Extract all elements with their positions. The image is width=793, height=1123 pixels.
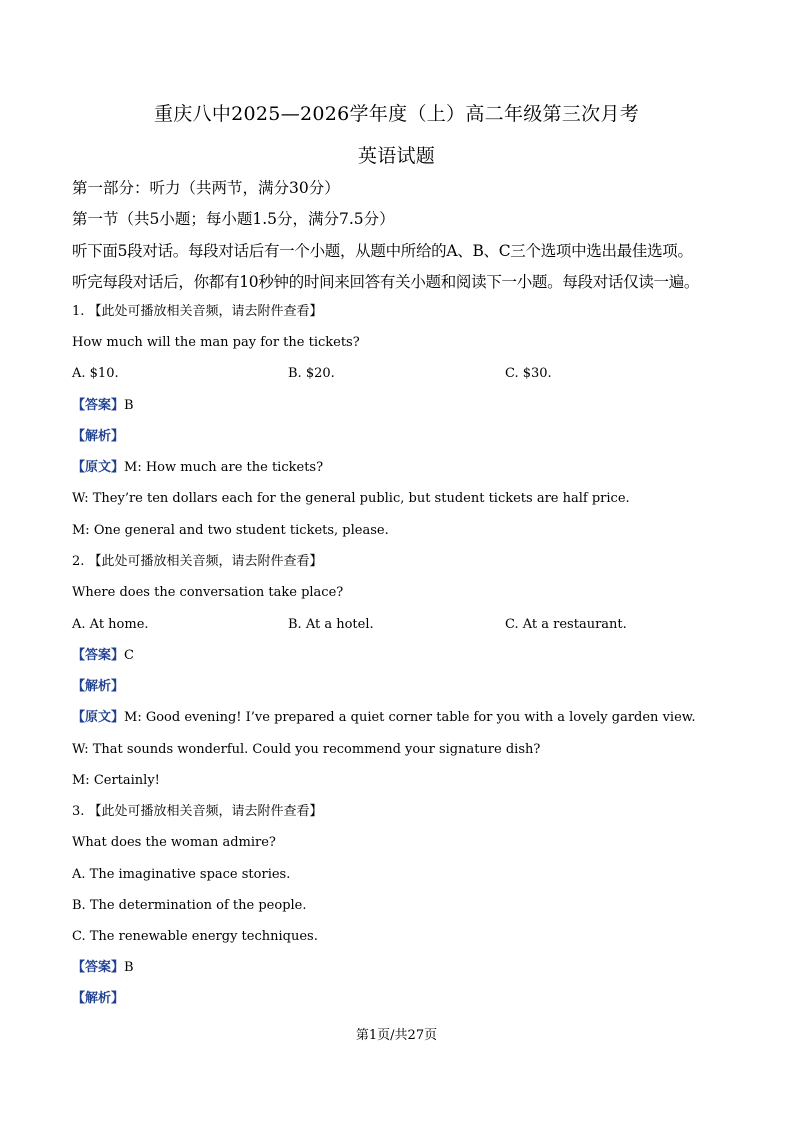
option-c: C. The renewable energy techniques. [72, 929, 318, 944]
transcript-line: W: That sounds wonderful. Could you recommend your signature dish? [72, 742, 541, 757]
original-label: 【原文】 [72, 460, 125, 475]
analysis-label: 【解析】 [72, 991, 125, 1006]
document-subtitle: 英语试题 [357, 145, 436, 167]
option-a: A. The imaginative space stories. [72, 867, 291, 882]
option-a: A. $10. [72, 366, 119, 381]
transcript-line: M: How much are the tickets? [124, 460, 324, 475]
question-number: 2. 【此处可播放相关音频，请去附件查看】 [72, 554, 323, 569]
answer-label: 【答案】 [72, 648, 125, 663]
option-c: C. $30. [505, 366, 552, 381]
question-stem: What does the woman admire? [72, 835, 276, 850]
question-stem: Where does the conversation take place? [72, 585, 344, 600]
option-b: B. $20. [288, 366, 335, 381]
question-number: 3. 【此处可播放相关音频，请去附件查看】 [72, 804, 323, 819]
answer-value: B [124, 398, 134, 413]
question-number: 1. 【此处可播放相关音频，请去附件查看】 [72, 304, 323, 319]
answer-row [72, 398, 134, 414]
transcript-row [72, 460, 323, 476]
analysis-row [72, 429, 124, 445]
answer-label: 【答案】 [72, 398, 125, 413]
section-heading: 第一节（共5小题；每小题1.5分，满分7.5分） [72, 210, 395, 228]
transcript-line: M: Good evening! I’ve prepared a quiet corner table for you with a lovely garden view. [124, 710, 696, 725]
question-stem: How much will the man pay for the tickets? [72, 335, 360, 350]
analysis-row [72, 679, 124, 695]
page-footer: 第1页/共27页 [355, 1028, 438, 1043]
analysis-label: 【解析】 [72, 429, 125, 444]
option-c: C. At a restaurant. [505, 617, 627, 632]
answer-value: B [124, 960, 134, 975]
option-a: A. At home. [72, 617, 149, 632]
instruction-line-2: 听完每段对话后，你都有10秒钟的时间来回答有关小题和阅读下一小题。每段对话仅读一遍。 [72, 273, 700, 291]
answer-value: C [124, 648, 134, 663]
instruction-line-1: 听下面5段对话。每段对话后有一个小题，从题中所给的A、B、C三个选项中选出最佳选项。 [72, 242, 693, 260]
option-b: B. At a hotel. [288, 617, 374, 632]
original-label: 【原文】 [72, 710, 125, 725]
transcript-line: W: They’re ten dollars each for the general public, but student tickets are half price. [72, 491, 630, 506]
transcript-row [72, 710, 695, 726]
document-title: 重庆八中2025—2026学年度（上）高二年级第三次月考 [153, 103, 640, 125]
transcript-line: M: Certainly! [72, 773, 160, 788]
option-b: B. The determination of the people. [72, 898, 307, 913]
part-heading: 第一部分：听力（共两节，满分30分） [72, 179, 340, 197]
transcript-line: M: One general and two student tickets, please. [72, 523, 389, 538]
answer-label: 【答案】 [72, 960, 125, 975]
analysis-label: 【解析】 [72, 679, 125, 694]
answer-row [72, 960, 134, 976]
analysis-row [72, 991, 124, 1007]
answer-row [72, 648, 134, 664]
